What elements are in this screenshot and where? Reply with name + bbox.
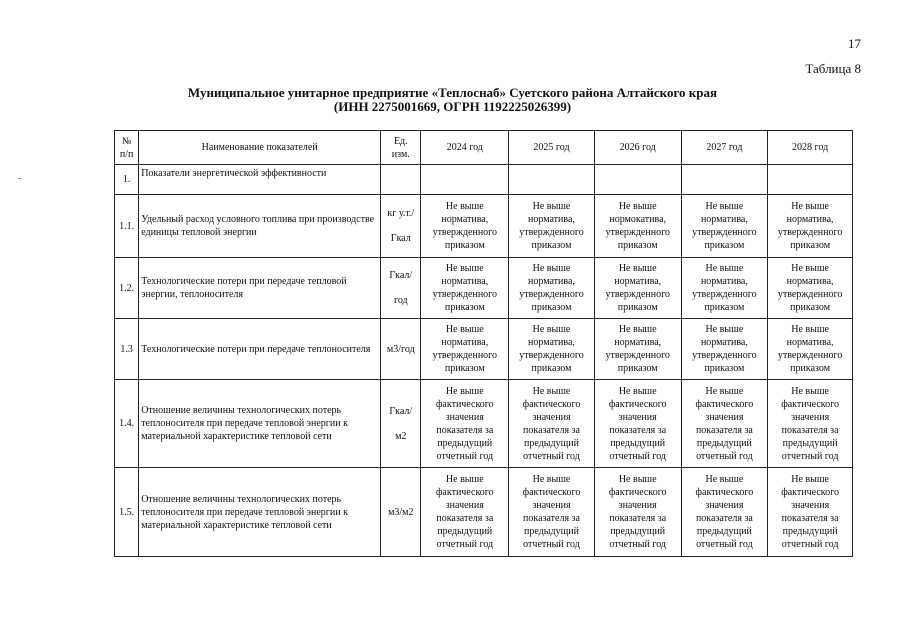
title-line-1: Муниципальное унитарное предприятие «Теплоснаб» Суетского района Алтайского края — [187, 85, 718, 100]
value-line: показателя за — [781, 513, 839, 524]
value-line: показателя за — [436, 513, 494, 524]
value-line: предыдущий — [610, 526, 666, 537]
value-line: Не выше — [445, 324, 484, 335]
value-line: фактического — [781, 398, 839, 410]
row-num: 1.2. — [115, 258, 139, 319]
value-line: показателя за — [609, 513, 667, 524]
row-unit — [381, 258, 421, 319]
value-line: утвержденного — [432, 350, 498, 361]
value-line: предыдущий — [696, 526, 752, 537]
value-cell — [681, 319, 768, 380]
value-line: значения — [532, 411, 571, 423]
value-line: предыдущий — [782, 526, 838, 537]
value-line: утвержденного — [605, 350, 670, 361]
value-cell — [509, 195, 595, 258]
value-cell — [421, 468, 509, 557]
value-line: показателя за — [609, 424, 667, 436]
value-line: утвержденного — [777, 289, 843, 300]
value-line: приказом — [617, 302, 658, 313]
value-line: значения — [618, 500, 657, 511]
value-line: Не выше — [618, 263, 657, 274]
empty-cell — [421, 165, 509, 195]
value-line: отчетный год — [609, 450, 667, 462]
value-line: отчетный год — [436, 450, 494, 462]
header-unit — [381, 131, 421, 165]
value-cell — [681, 258, 768, 319]
value-line: утвержденного — [432, 227, 498, 238]
empty-cell — [594, 165, 681, 195]
value-line: Не выше — [791, 324, 829, 335]
page-number: 17 — [848, 36, 861, 51]
value-line: отчетный год — [523, 539, 580, 550]
value-line: Не выше — [705, 324, 744, 335]
value-line: значения — [705, 500, 744, 511]
value-line: приказом — [617, 240, 658, 251]
empty-cell — [768, 165, 853, 195]
unit-spacer — [383, 282, 418, 294]
value-line: норматива, — [614, 337, 662, 348]
value-line: Не выше — [705, 263, 744, 274]
value-line: предыдущий — [696, 437, 752, 449]
value-line: фактического — [608, 487, 667, 498]
header-year-2024: 2024 год — [421, 131, 509, 165]
value-line: фактического — [608, 398, 667, 410]
value-line: Не выше — [791, 474, 829, 485]
row-name: Технологические потери при передаче тепловой энергии, теплоносителя — [139, 258, 381, 319]
value-line: утвержденного — [777, 227, 843, 238]
value-line: Не выше — [445, 385, 484, 397]
value-line: Не выше — [445, 474, 484, 485]
value-line: предыдущий — [782, 437, 838, 449]
row-unit — [381, 380, 421, 468]
value-cell — [594, 258, 681, 319]
empty-cell — [681, 165, 768, 195]
value-line: норматива, — [441, 276, 489, 287]
value-line: норматива, — [786, 276, 834, 287]
value-line: значения — [618, 411, 657, 423]
value-cell — [421, 319, 509, 380]
value-line: норматива, — [786, 214, 834, 225]
header-unit-line-2: изм. — [391, 148, 410, 160]
section-num: 1. — [115, 165, 139, 195]
header-unit-line-1: Ед. — [393, 135, 408, 147]
value-line: Не выше — [705, 385, 744, 397]
value-line: утвержденного — [692, 350, 757, 361]
value-line: значения — [445, 500, 484, 511]
row-num: 1.3 — [115, 319, 139, 380]
header-num-line-1: № — [121, 135, 132, 147]
value-cell — [768, 258, 853, 319]
value-line: норматива, — [528, 337, 575, 348]
row-unit-top: Гкал/ — [389, 270, 413, 281]
value-line: значения — [705, 411, 744, 423]
value-cell — [509, 468, 595, 557]
value-line: норматива, — [614, 276, 662, 287]
value-line: утвержденного — [519, 350, 584, 361]
value-cell — [421, 380, 509, 468]
value-cell — [421, 195, 509, 258]
value-line: показателя за — [523, 424, 580, 436]
header-year-2025: 2025 год — [509, 131, 595, 165]
value-line: приказом — [531, 240, 572, 251]
value-line: норматива, — [700, 337, 748, 348]
value-line: норматива, — [700, 276, 748, 287]
row-unit — [381, 195, 421, 258]
empty-cell — [381, 165, 421, 195]
value-line: приказом — [704, 302, 745, 313]
value-line: утвержденного — [519, 227, 584, 238]
value-line: утвержденного — [605, 289, 670, 300]
value-cell — [768, 319, 853, 380]
value-cell — [594, 380, 681, 468]
row-unit — [381, 319, 421, 380]
table-header-row — [115, 131, 853, 165]
value-line: фактического — [522, 398, 581, 410]
value-line: Не выше — [445, 201, 484, 212]
value-line: Не выше — [791, 385, 829, 397]
value-line: Не выше — [705, 474, 744, 485]
value-line: предыдущий — [437, 437, 493, 449]
value-line: Не выше — [705, 201, 744, 212]
value-line: Не выше — [618, 324, 657, 335]
value-line: норматива, — [441, 214, 489, 225]
value-line: фактического — [435, 487, 494, 498]
value-line: отчетный год — [523, 450, 580, 462]
value-cell — [594, 468, 681, 557]
value-line: приказом — [444, 240, 485, 251]
value-cell — [681, 468, 768, 557]
value-line: Не выше — [532, 201, 571, 212]
value-cell — [768, 195, 853, 258]
value-line: фактического — [435, 398, 494, 410]
table-row — [115, 195, 853, 258]
value-cell — [421, 258, 509, 319]
value-line: предыдущий — [437, 526, 493, 537]
value-line: приказом — [444, 302, 485, 313]
value-line: приказом — [531, 302, 572, 313]
value-line: Не выше — [618, 385, 657, 397]
value-line: утвержденного — [519, 289, 584, 300]
row-unit-top: кг у.т./ — [387, 208, 415, 219]
header-num-line-2: п/п — [119, 148, 134, 160]
value-line: утвержденного — [432, 289, 498, 300]
value-cell — [509, 380, 595, 468]
value-line: отчетный год — [781, 450, 839, 462]
indicators-table — [114, 130, 853, 557]
row-unit-top: м3/год — [386, 343, 415, 355]
value-line: нормокатива, — [609, 214, 667, 225]
value-line: отчетный год — [781, 539, 839, 550]
empty-cell — [509, 165, 595, 195]
value-line: отчетный год — [436, 539, 494, 550]
value-line: фактического — [781, 487, 839, 498]
row-name: Отношение величины технологических потерь теплоносителя при передаче тепловой энергии к материальной характеристике тепловой сети — [139, 380, 381, 468]
header-year-2028: 2028 год — [768, 131, 853, 165]
value-line: утвержденного — [777, 350, 843, 361]
value-cell — [509, 258, 595, 319]
row-unit-top: м3/м2 — [388, 506, 414, 518]
value-cell — [768, 380, 853, 468]
table-label: Таблица 8 — [805, 61, 861, 76]
value-line: норматива, — [441, 337, 489, 348]
value-line: Не выше — [791, 263, 829, 274]
value-line: Не выше — [532, 474, 571, 485]
header-year-2027: 2027 год — [681, 131, 768, 165]
value-cell — [509, 319, 595, 380]
value-line: показателя за — [695, 424, 753, 436]
value-line: норматива, — [528, 276, 575, 287]
value-line: значения — [791, 411, 830, 423]
table-row — [115, 468, 853, 557]
value-line: приказом — [704, 363, 745, 374]
row-name: Удельный расход условного топлива при производстве единицы тепловой энергии — [139, 195, 381, 258]
header-name: Наименование показателей — [139, 131, 381, 165]
row-num: 1.4. — [115, 380, 139, 468]
value-cell — [681, 195, 768, 258]
table-row — [115, 319, 853, 380]
value-cell — [681, 380, 768, 468]
value-line: норматива, — [700, 214, 748, 225]
value-line: фактического — [522, 487, 581, 498]
value-line: значения — [791, 500, 830, 511]
value-line: Не выше — [532, 263, 571, 274]
value-line: приказом — [790, 240, 831, 251]
row-unit-bottom: год — [393, 295, 408, 306]
row-unit-bottom: м2 — [395, 430, 407, 442]
margin-mark — [18, 178, 21, 179]
value-line: норматива, — [528, 214, 575, 225]
value-line: показателя за — [695, 513, 753, 524]
value-line: отчетный год — [609, 539, 667, 550]
value-line: утвержденного — [692, 289, 757, 300]
document-title — [0, 86, 905, 114]
value-line: Не выше — [618, 201, 657, 212]
value-line: показателя за — [781, 424, 839, 436]
table-row — [115, 258, 853, 319]
value-line: значения — [532, 500, 571, 511]
row-num: 1.1. — [115, 195, 139, 258]
value-line: фактического — [695, 487, 754, 498]
value-line: Не выше — [791, 201, 829, 212]
value-line: утвержденного — [605, 227, 670, 238]
value-line: норматива, — [786, 337, 834, 348]
value-line: Не выше — [445, 263, 484, 274]
header-num — [115, 131, 139, 165]
value-line: приказом — [704, 240, 745, 251]
table-row — [115, 380, 853, 468]
value-line: показателя за — [523, 513, 580, 524]
value-line: приказом — [444, 363, 485, 374]
unit-spacer — [383, 220, 418, 232]
value-line: Не выше — [618, 474, 657, 485]
row-name: Отношение величины технологических потерь теплоносителя при передаче тепловой энергии к материальной характеристике тепловой сети — [139, 468, 381, 557]
value-cell — [594, 319, 681, 380]
value-line: утвержденного — [692, 227, 757, 238]
value-cell — [594, 195, 681, 258]
row-num: 1.5. — [115, 468, 139, 557]
title-line-2: (ИНН 2275001669, ОГРН 1192225026399) — [333, 99, 572, 114]
value-line: предыдущий — [610, 437, 666, 449]
row-unit-top: Гкал/ — [389, 405, 413, 417]
value-line: Не выше — [532, 324, 571, 335]
header-year-2026: 2026 год — [594, 131, 681, 165]
value-line: Не выше — [532, 385, 571, 397]
section-row — [115, 165, 853, 195]
value-line: отчетный год — [696, 450, 753, 462]
value-line: приказом — [790, 302, 831, 313]
value-line: приказом — [617, 363, 658, 374]
value-line: фактического — [695, 398, 754, 410]
value-cell — [768, 468, 853, 557]
value-line: показателя за — [436, 424, 494, 436]
row-unit-bottom: Гкал — [390, 233, 411, 244]
section-name: Показатели энергетической эффективности — [139, 165, 381, 195]
unit-spacer — [383, 418, 418, 430]
value-line: предыдущий — [524, 526, 579, 537]
row-name: Технологические потери при передаче теплоносителя — [139, 319, 381, 380]
value-line: значения — [445, 411, 484, 423]
value-line: предыдущий — [524, 437, 579, 449]
value-line: отчетный год — [696, 539, 753, 550]
value-line: приказом — [790, 363, 831, 374]
row-unit — [381, 468, 421, 557]
value-line: приказом — [531, 363, 572, 374]
